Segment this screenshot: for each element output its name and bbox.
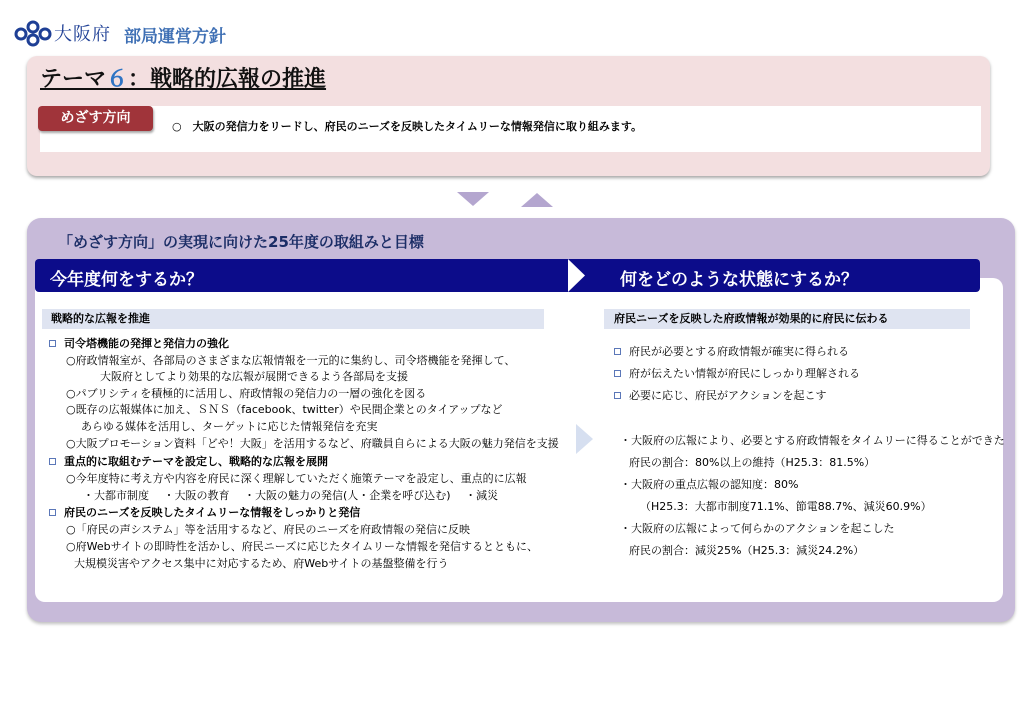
right-target-line: ・大阪府の広報によって何らかのアクションを起こした (620, 522, 895, 535)
left-item-line: 大阪府としてより効果的な広報が展開できるよう各部局を支援 (100, 370, 408, 383)
left-item-line: ・大都市制度 ・大阪の教育 ・大阪の魅力の発信(人・企業を呼び込む) ・減災 (83, 489, 499, 502)
org-name: 大阪府 (54, 24, 111, 45)
bullet-square-icon (614, 348, 621, 355)
left-item-line: あらゆる媒体を活用し、ターゲットに応じた情報発信を充実 (81, 420, 378, 433)
left-header-title: 今年度何をするか？ (50, 270, 203, 290)
left-item-heading: 府民のニーズを反映したタイムリーな情報をしっかりと発信 (64, 506, 361, 519)
osaka-logo-icon (14, 19, 52, 47)
theme-title (40, 62, 326, 93)
left-subheader: 戦略的な広報を推進 (42, 309, 544, 329)
arrow-up-icon (521, 192, 553, 208)
left-item-heading: 司令塔機能の発揮と発信力の強化 (64, 337, 229, 350)
left-item-line: ○大阪プロモーション資料「どや！大阪」を活用するなど、府職員自らによる大阪の魅力発信を支援 (66, 437, 559, 450)
left-item-line: ○府Webサイトの即時性を活かし、府民ニーズに応じたタイムリーな情報を発信するとともに、 (66, 540, 539, 553)
left-item-line: ○府政情報室が、各部局のさまざまな広報情報を一元的に集約し、司令塔機能を発揮して、 (66, 354, 516, 367)
bullet-square-icon (614, 392, 621, 399)
goal-badge: めざす方向 (38, 106, 153, 131)
right-target-line: ・大阪府の重点広報の認知度：80% (620, 478, 799, 491)
left-item-line: 大規模災害やアクセス集中に対応するため、府Webサイトの基盤整備を行う (74, 557, 449, 570)
bullet-square-icon (49, 509, 56, 516)
left-item-heading: 重点的に取組むテーマを設定し、戦略的な広報を展開 (64, 455, 328, 468)
theme-prefix: テーマ (40, 67, 107, 92)
left-item-line: ○今年度特に考え方や内容を府民に深く理解していただく施策テーマを設定し、重点的に広報 (66, 472, 527, 485)
right-header-title: 何をどのような状態にするか？ (620, 270, 858, 290)
right-subheader: 府民ニーズを反映した府政情報が効果的に府民に伝わる (604, 309, 970, 329)
goal-text: ○ 大阪の発信力をリードし、府民のニーズを反映したタイムリーな情報発信に取り組みます。 (172, 120, 642, 133)
arrow-right-icon (576, 424, 594, 454)
main-heading: 「めざす方向」の実現に向けた25年度の取組みと目標 (58, 233, 424, 251)
chevron-right-icon (567, 259, 586, 292)
right-target-line: 府民の割合：減災25%（H25.3：減災24.2%） (629, 544, 865, 557)
right-item: 必要に応じ、府民がアクションを起こす (629, 389, 827, 402)
left-item-line: ○パブリシティを積極的に活用し、府政情報の発信力の一層の強化を図る (66, 387, 427, 400)
left-item-line: ○既存の広報媒体に加え、ＳＮＳ（facebook、twitter）や民間企業とのタイアップなど (66, 403, 503, 416)
theme-number: ６ (106, 67, 129, 92)
dept-title: 部局運営方針 (124, 27, 226, 47)
right-item: 府が伝えたい情報が府民にしっかり理解される (629, 367, 860, 380)
right-item: 府民が必要とする府政情報が確実に得られる (629, 345, 849, 358)
right-target-line: 府民の割合：80%以上の維持（H25.3：81.5%） (629, 456, 876, 469)
arrow-down-icon (457, 192, 489, 208)
theme-suffix: ：戦略的広報の推進 (128, 67, 327, 92)
bullet-square-icon (49, 340, 56, 347)
right-target-line: ・大阪府の広報により、必要とする府政情報をタイムリーに得ることができた (620, 434, 1005, 447)
left-item-line: ○「府民の声システム」等を活用するなど、府民のニーズを府政情報の発信に反映 (66, 523, 470, 536)
bullet-square-icon (49, 458, 56, 465)
right-target-line: （H25.3：大都市制度71.1%、節電88.7%、減災60.9%） (640, 500, 932, 513)
bullet-square-icon (614, 370, 621, 377)
